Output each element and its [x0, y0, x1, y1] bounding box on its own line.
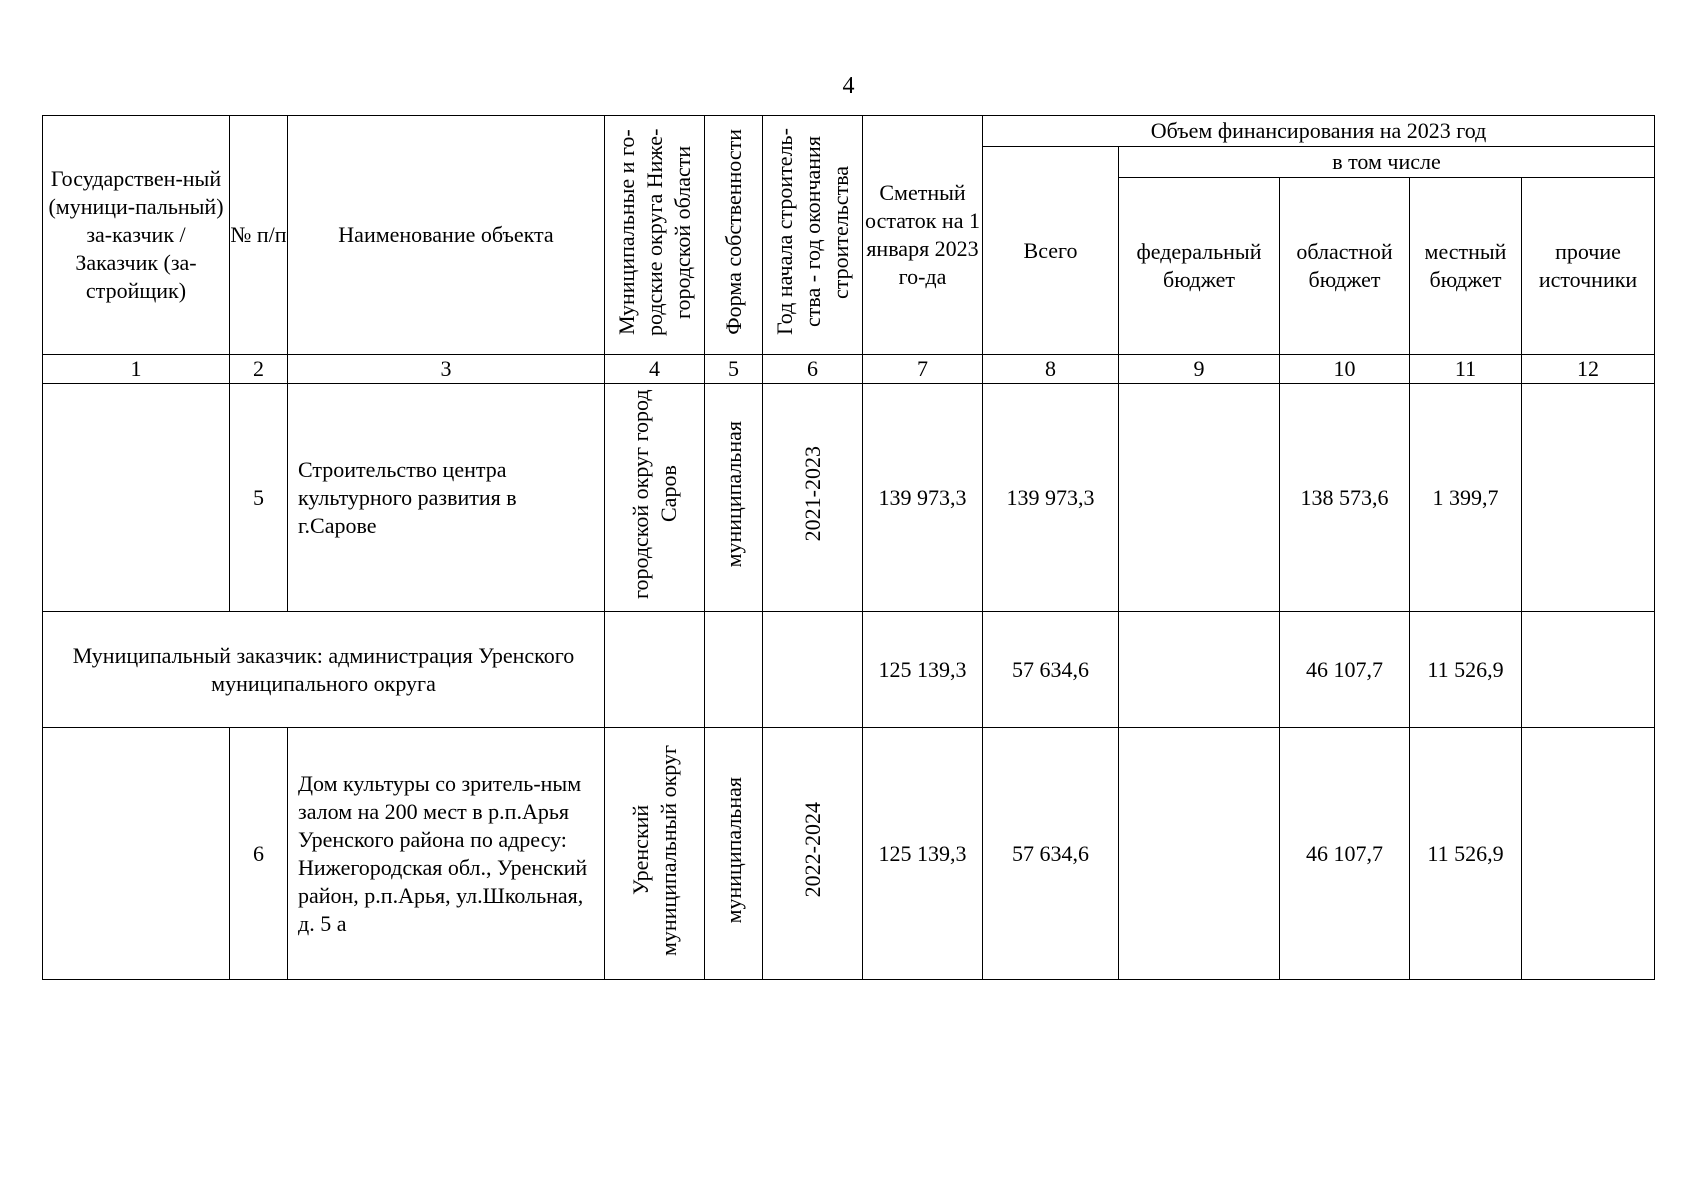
row-district-cell [605, 728, 705, 980]
header-num: № п/п [230, 116, 288, 355]
header-object-name: Наименование объекта [288, 116, 605, 355]
column-numbers-row [43, 355, 1655, 384]
row-customer [43, 384, 230, 612]
row-ownership-cell [705, 384, 763, 612]
row-remainder: 125 139,3 [863, 728, 983, 980]
header-federal: федеральный бюджет [1119, 178, 1280, 355]
group-local: 11 526,9 [1410, 612, 1522, 728]
page-number: 4 [842, 73, 855, 99]
column-number: 10 [1280, 355, 1410, 384]
row-total: 57 634,6 [983, 728, 1119, 980]
header-ownership-cell [705, 116, 763, 355]
column-number: 11 [1410, 355, 1522, 384]
header-regional: областной бюджет [1280, 178, 1410, 355]
header-total: Всего [983, 147, 1119, 355]
header-including: в том числе [1119, 147, 1655, 178]
row-num: 5 [230, 384, 288, 612]
column-number: 1 [43, 355, 230, 384]
header-years-cell [763, 116, 863, 355]
column-number: 2 [230, 355, 288, 384]
row-other [1522, 384, 1655, 612]
row-object-name: Дом культуры со зритель-ным залом на 200 мест в р.п.Арья Уренского района по адресу: Нижегородская обл., Уренский район, р.п.Арья, ул.Школьная, д. 5 а [288, 728, 605, 980]
row-regional: 46 107,7 [1280, 728, 1410, 980]
row-object-name: Строительство центра культурного развития в г.Сарове [288, 384, 605, 612]
funding-table [42, 115, 1655, 980]
header-districts-cell [605, 116, 705, 355]
column-number: 7 [863, 355, 983, 384]
row-ownership: муниципальная [720, 420, 746, 568]
group-remainder: 125 139,3 [863, 612, 983, 728]
header-funding-title: Объем финансирования на 2023 год [983, 116, 1655, 147]
row-total: 139 973,3 [983, 384, 1119, 612]
column-number: 5 [705, 355, 763, 384]
row-regional: 138 573,6 [1280, 384, 1410, 612]
row-federal [1119, 728, 1280, 980]
header-remainder: Сметный остаток на 1 января 2023 го-да [863, 116, 983, 355]
row-years-cell [763, 384, 863, 612]
group-other [1522, 612, 1655, 728]
group-regional: 46 107,7 [1280, 612, 1410, 728]
empty-cell [705, 612, 763, 728]
row-other [1522, 728, 1655, 980]
row-local: 11 526,9 [1410, 728, 1522, 980]
table-row [43, 384, 1655, 612]
row-ownership: муниципальная [720, 776, 746, 924]
row-years: 2022-2024 [799, 802, 825, 898]
row-local: 1 399,7 [1410, 384, 1522, 612]
header-districts: Муниципальные и го-родские округа Ниже-городской области [613, 127, 695, 336]
table-row [43, 728, 1655, 980]
row-num: 6 [230, 728, 288, 980]
row-years-cell [763, 728, 863, 980]
column-number: 6 [763, 355, 863, 384]
row-remainder: 139 973,3 [863, 384, 983, 612]
row-ownership-cell [705, 728, 763, 980]
column-number: 3 [288, 355, 605, 384]
header-years: Год начала строитель-ства - год окончания строительства [771, 128, 853, 335]
header-customer: Государствен-ный (муници-пальный) за-казчик / Заказчик (за-стройщик) [43, 116, 230, 355]
header-other: прочие источники [1522, 178, 1655, 355]
header-local: местный бюджет [1410, 178, 1522, 355]
customer-group-label: Муниципальный заказчик: администрация Уренского муниципального округа [43, 612, 605, 728]
row-district: Уренский муниципальный округ [627, 744, 681, 956]
row-district: городской округ город Саров [627, 389, 681, 599]
empty-cell [605, 612, 705, 728]
group-total: 57 634,6 [983, 612, 1119, 728]
customer-group-row [43, 612, 1655, 728]
header-row [43, 116, 1655, 147]
group-federal [1119, 612, 1280, 728]
empty-cell [763, 612, 863, 728]
row-federal [1119, 384, 1280, 612]
column-number: 12 [1522, 355, 1655, 384]
row-district-cell [605, 384, 705, 612]
row-years: 2021-2023 [799, 446, 825, 542]
column-number: 8 [983, 355, 1119, 384]
column-number: 4 [605, 355, 705, 384]
row-customer [43, 728, 230, 980]
column-number: 9 [1119, 355, 1280, 384]
header-ownership: Форма собственности [720, 128, 746, 335]
